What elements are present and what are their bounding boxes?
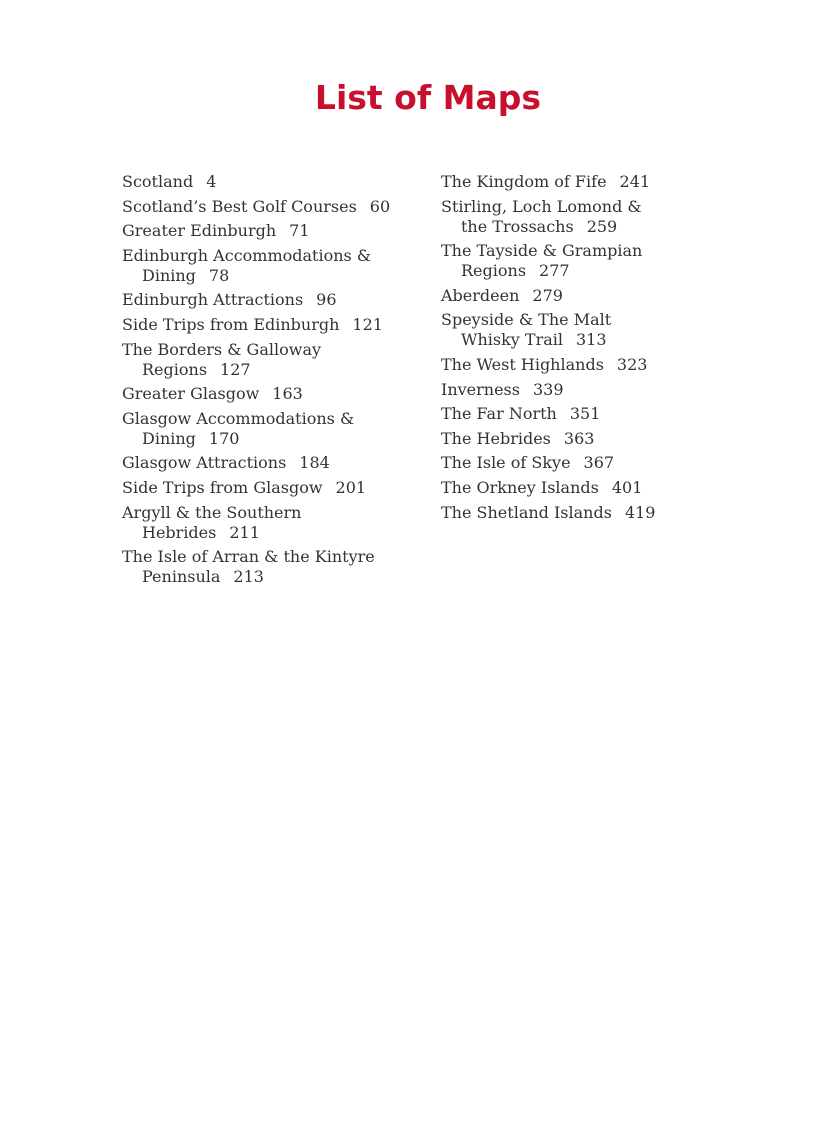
map-list-item: [122, 547, 412, 587]
map-title: Argyll & the Southern: [122, 502, 302, 522]
map-list-item: [122, 315, 412, 335]
page-number: 401: [611, 477, 643, 497]
map-title: The West Highlands: [441, 354, 604, 374]
map-list-item: [441, 241, 741, 281]
map-list-item: [441, 172, 741, 192]
map-list-item: [122, 409, 412, 449]
map-title: Side Trips from Edinburgh: [122, 314, 340, 334]
map-title: The Shetland Islands: [441, 502, 612, 522]
map-title-continued: Whisky Trail: [461, 330, 563, 350]
page-number: 78: [208, 265, 230, 285]
map-title: Glasgow Attractions: [122, 453, 287, 473]
map-list-item: [441, 380, 741, 400]
map-title: Scotland’s Best Golf Courses: [122, 196, 357, 216]
map-title: Stirling, Loch Lomond &: [441, 196, 642, 216]
map-list-item: [122, 172, 412, 192]
map-title: The Isle of Arran & the Kintyre: [122, 547, 375, 567]
page-number: 163: [272, 384, 303, 404]
page-number: 201: [335, 477, 367, 497]
page-number: 367: [583, 453, 615, 473]
map-list-item: [441, 429, 741, 449]
map-list-left-column: [122, 172, 412, 592]
map-list-item: [122, 197, 412, 217]
page-number: 279: [532, 285, 563, 305]
map-title-continued: Peninsula: [142, 567, 221, 587]
page-number: 211: [229, 522, 260, 542]
map-title-continued: Regions: [142, 359, 208, 379]
map-title: The Isle of Skye: [441, 453, 571, 473]
map-list-item: [441, 310, 741, 350]
map-title: The Far North: [441, 404, 557, 424]
page-number: 60: [369, 196, 391, 216]
page-number: 363: [563, 428, 595, 448]
map-list-item: [122, 246, 412, 286]
page-number: 184: [299, 453, 330, 473]
map-title: The Orkney Islands: [441, 477, 599, 497]
page-number: 127: [220, 359, 251, 379]
map-list-item: [441, 453, 741, 473]
page-number: 259: [586, 216, 618, 236]
page-title: List of Maps: [314, 78, 542, 117]
map-list-item: [122, 221, 412, 241]
page-number: 96: [316, 290, 337, 310]
map-title: Edinburgh Accommodations &: [122, 245, 372, 265]
map-list-item: [122, 453, 412, 473]
map-list-right-column: [441, 172, 741, 527]
page-number: 277: [539, 261, 570, 281]
map-title: Edinburgh Attractions: [122, 290, 304, 310]
map-title: The Hebrides: [441, 428, 551, 448]
map-list-item: [441, 503, 741, 523]
map-title: The Borders & Galloway: [122, 339, 322, 359]
map-title: Glasgow Accommodations &: [122, 408, 355, 428]
map-title-continued: the Trossachs: [461, 216, 574, 236]
map-list-item: [122, 384, 412, 404]
map-title: Greater Edinburgh: [122, 221, 277, 241]
page-number: 351: [569, 404, 601, 424]
page-number: 170: [208, 428, 240, 448]
map-list-item: [441, 286, 741, 306]
page-number: 241: [619, 172, 651, 191]
map-title: Side Trips from Glasgow: [122, 477, 323, 497]
map-title-continued: Dining: [142, 428, 196, 448]
page-number: 121: [352, 314, 383, 334]
map-list-item: [122, 340, 412, 380]
page-number: 71: [289, 221, 310, 241]
page-number: 313: [576, 330, 607, 350]
map-title: Speyside & The Malt: [441, 310, 612, 330]
map-title: Scotland: [122, 172, 194, 191]
page-number: 419: [624, 502, 656, 522]
map-title-continued: Dining: [142, 265, 196, 285]
map-title-continued: Hebrides: [142, 522, 217, 542]
map-title: Inverness: [441, 379, 520, 399]
page-number: 213: [233, 567, 264, 587]
map-list-item: [122, 290, 412, 310]
map-title-continued: Regions: [461, 261, 527, 281]
map-list-item: [122, 478, 412, 498]
map-list-item: [441, 404, 741, 424]
page-number: 339: [532, 379, 564, 399]
map-list-item: [441, 355, 741, 375]
page-number: 323: [616, 354, 648, 374]
page-number: 4: [206, 172, 217, 191]
map-title: Aberdeen: [441, 285, 520, 305]
map-list-item: [441, 197, 741, 237]
map-list-item: [441, 478, 741, 498]
map-title: Greater Glasgow: [122, 384, 260, 404]
map-title: The Tayside & Grampian: [441, 241, 643, 261]
map-title: The Kingdom of Fife: [441, 172, 607, 191]
map-list-item: [122, 503, 412, 543]
